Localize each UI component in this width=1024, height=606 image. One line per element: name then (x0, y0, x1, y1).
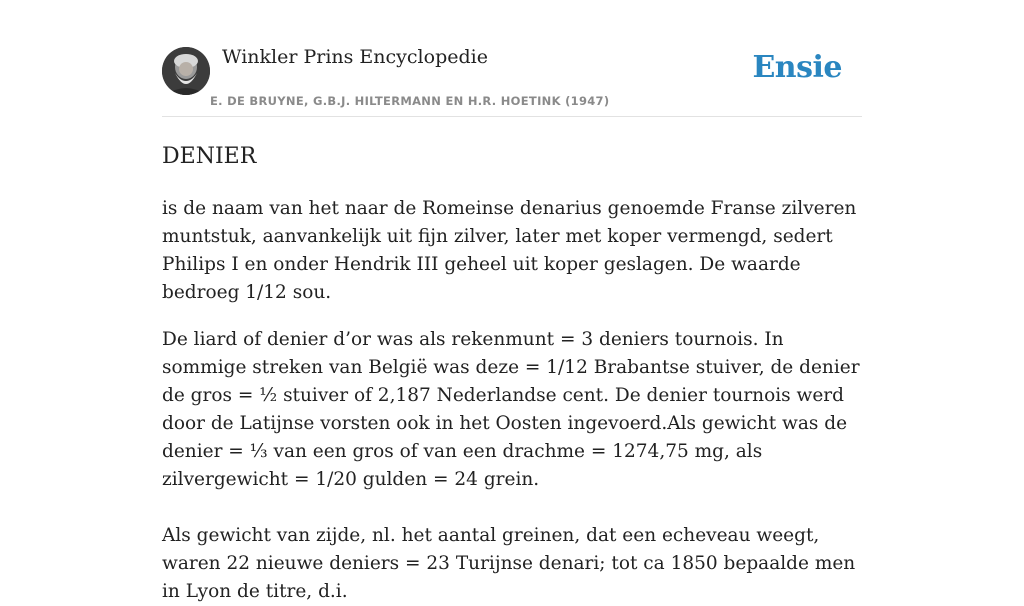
author-portrait-avatar (162, 47, 210, 95)
authors-credit: E. DE BRUYNE, G.B.J. HILTERMANN EN H.R. HOETINK (1947) (210, 94, 610, 108)
article-paragraph-3: Als gewicht van zijde, nl. het aantal greinen, dat een echeveau weegt, waren 22 nieuwe deniers = 23 Turijnse denari; tot ca 1850 bepaalde men in Lyon de titre, d.i. (162, 525, 856, 602)
encyclopedia-title[interactable]: Winkler Prins Encyclopedie (222, 46, 488, 68)
article-paragraph-2: De liard of denier d’or was als rekenmunt = 3 deniers tournois. In sommige streken van België was deze = 1/12 Brabantse stuiver, de denier de gros = ½ stuiver of 2,187 Nederlandse cent. De denier tournois werd door de Latijnse vorsten ook in het Oosten ingevoerd.Als gewicht was de denier = ⅓ van een gros of van een drachme = 1274,75 mg, als zilvergewicht = 1/20 gulden = 24 grein. (162, 329, 860, 490)
article-paragraph-1: is de naam van het naar de Romeinse denarius genoemde Franse zilveren muntstuk, aanvankelijk uit fijn zilver, later met koper vermengd, sedert Philips I en onder Hendrik III geheel uit koper geslagen. De waarde bedroeg 1/12 sou. (162, 198, 857, 303)
article-title: DENIER (162, 144, 257, 169)
portrait-icon (162, 47, 210, 95)
site-header (162, 0, 862, 117)
ensie-logo-link[interactable]: Ensie (752, 50, 842, 85)
page (162, 0, 862, 606)
